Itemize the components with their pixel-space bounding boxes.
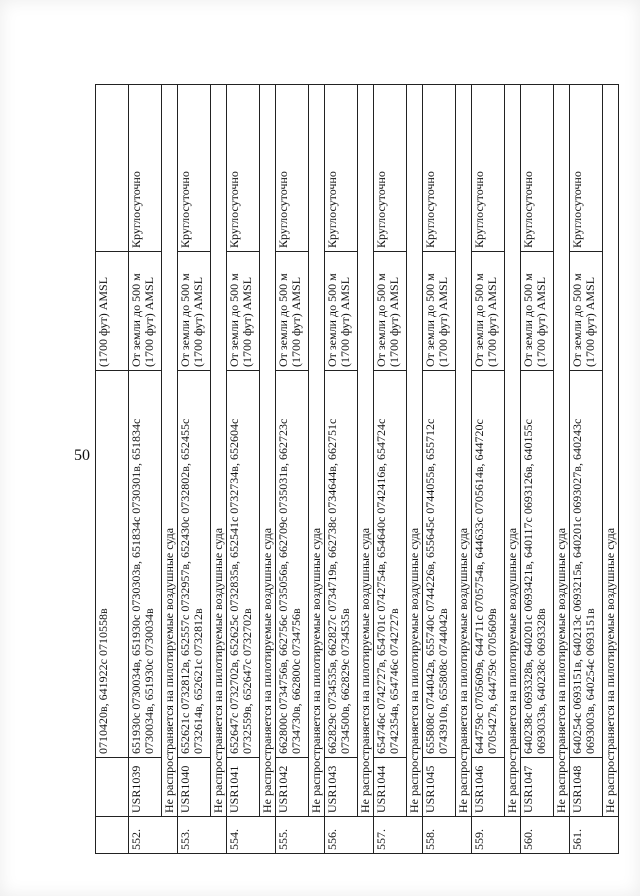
zone-coordinates <box>227 371 260 758</box>
note-row <box>554 85 570 854</box>
zone-altitude <box>227 252 260 371</box>
zone-note: Не распространяется на пилотируемые воздушные суда <box>456 85 472 817</box>
zone-time: Круглосуточно <box>227 85 260 252</box>
zone-altitude <box>521 252 554 371</box>
row-number: 558. <box>423 817 472 854</box>
altitude-line: (1700 фут) AMSL <box>534 276 548 367</box>
zone-altitude <box>325 252 358 371</box>
restricted-areas-table-rotated <box>95 84 617 854</box>
table-row <box>570 85 603 854</box>
altitude-line: (1700 фут) AMSL <box>142 276 156 367</box>
zone-altitude <box>374 252 407 371</box>
zone-note: Не распространяется на пилотируемые воздушные суда <box>211 85 227 817</box>
zone-altitude <box>178 252 211 371</box>
altitude-line: (1700 фут) AMSL <box>485 276 499 367</box>
coordinate-line: 640254с 0693151в, 640213с 0693215в, 640201с 0693027в, 640243с <box>570 418 584 754</box>
altitude-line: От земли до 500 м <box>325 273 339 367</box>
zone-id: USR1040 <box>178 758 211 817</box>
zone-time: Круглосуточно <box>570 85 603 252</box>
zone-altitude <box>570 252 603 371</box>
page-number: 50 <box>74 447 90 464</box>
restricted-areas-table <box>95 84 619 854</box>
zone-id: USR1047 <box>521 758 554 817</box>
table-row <box>423 85 456 854</box>
altitude-line: От земли до 500 м <box>472 273 486 367</box>
altitude-line: От земли до 500 м <box>521 273 535 367</box>
table-row <box>374 85 407 854</box>
zone-time: Круглосуточно <box>178 85 211 252</box>
zone-note: Не распространяется на пилотируемые воздушные суда <box>603 85 619 817</box>
row-number: 553. <box>178 817 227 854</box>
row-number: 557. <box>374 817 423 854</box>
coordinate-line: 662829с 0734535в, 662827с 0734719в, 662738с 0734644в, 662751с <box>325 418 339 754</box>
zone-time: Круглосуточно <box>374 85 407 252</box>
zone-time: Круглосуточно <box>129 85 162 252</box>
zone-coordinates <box>521 371 554 758</box>
zone-coordinates <box>178 371 211 758</box>
altitude-line: От земли до 500 м <box>570 273 584 367</box>
coordinate-line: 0742354в, 654746с 0742727в <box>387 608 401 754</box>
coordinate-line: 0732559в, 652647с 0732702в <box>240 608 254 754</box>
zone-note: Не распространяется на пилотируемые воздушные суда <box>554 85 570 817</box>
zone-altitude <box>423 252 456 371</box>
zone-id <box>96 758 129 817</box>
altitude-line: От земли до 500 м <box>374 273 388 367</box>
zone-id: USR1041 <box>227 758 260 817</box>
altitude-line: (1700 фут) AMSL <box>240 276 254 367</box>
coordinate-line: 652647с 0732702в, 652625с 0732835в, 652541с 0732734в, 652604с <box>227 418 241 754</box>
zone-id: USR1042 <box>276 758 309 817</box>
altitude-line: От земли до 500 м <box>423 273 437 367</box>
note-row <box>309 85 325 854</box>
row-number: 554. <box>227 817 276 854</box>
note-row <box>407 85 423 854</box>
zone-coordinates <box>374 371 407 758</box>
zone-altitude <box>276 252 309 371</box>
zone-time: Круглосуточно <box>325 85 358 252</box>
coordinate-line: 652621с 0732812в, 652557с 0732957в, 652430с 0732802в, 652455с <box>178 418 192 754</box>
zone-coordinates <box>325 371 358 758</box>
coordinate-line: 0693033в, 640238с 0693328в <box>534 608 548 754</box>
note-row <box>505 85 521 854</box>
zone-id: USR1044 <box>374 758 407 817</box>
zone-time: Круглосуточно <box>521 85 554 252</box>
zone-id: USR1048 <box>570 758 603 817</box>
altitude-line: (1700 фут) AMSL <box>289 276 303 367</box>
table-row <box>276 85 309 854</box>
zone-time: Круглосуточно <box>276 85 309 252</box>
table-row <box>178 85 211 854</box>
altitude-line: От земли до 500 м <box>276 273 290 367</box>
coordinate-line: 662800с 0734756в, 662756с 0735056в, 662709с 0735031в, 662723с <box>276 418 290 754</box>
note-row <box>162 85 178 854</box>
zone-time <box>96 85 129 252</box>
zone-altitude: (1700 фут) AMSL <box>96 252 129 371</box>
zone-coordinates <box>129 371 162 758</box>
table-row <box>521 85 554 854</box>
zone-altitude <box>129 252 162 371</box>
coordinate-line: 0705427в, 644759с 0705609в <box>485 608 499 754</box>
coordinate-line: 640238с 0693328в, 640201с 0693421в, 640117с 0693126в, 640155с <box>521 419 535 754</box>
coordinate-line: 651930с 0730034в, 651930с 0730303в, 651834с 0730301в, 651834с <box>129 418 143 754</box>
zone-coordinates <box>472 371 505 758</box>
zone-note: Не распространяется на пилотируемые воздушные суда <box>162 85 178 817</box>
altitude-line: От земли до 500 м <box>178 273 192 367</box>
zone-id: USR1046 <box>472 758 505 817</box>
altitude-line: От земли до 500 м <box>227 273 241 367</box>
row-number: 560. <box>521 817 570 854</box>
zone-coordinates <box>276 371 309 758</box>
altitude-line: От земли до 500 м <box>129 273 143 367</box>
altitude-line: (1700 фут) AMSL <box>338 276 352 367</box>
zone-id: USR1045 <box>423 758 456 817</box>
zone-note: Не распространяется на пилотируемые воздушные суда <box>309 85 325 817</box>
table-row <box>129 85 162 854</box>
coordinate-line: 0693003в, 640254с 0693151в <box>583 608 597 754</box>
row-number: 559. <box>472 817 521 854</box>
zone-time: Круглосуточно <box>423 85 456 252</box>
row-number: 556. <box>325 817 374 854</box>
coordinate-line: 0730034в, 651930с 0730034в <box>142 608 156 754</box>
table-row-continuation <box>96 85 129 854</box>
zone-id: USR1043 <box>325 758 358 817</box>
zone-time: Круглосуточно <box>472 85 505 252</box>
coordinate-line: 0734500в, 662829с 0734535в <box>338 608 352 754</box>
row-number <box>96 817 129 854</box>
zone-note: Не распространяется на пилотируемые воздушные суда <box>358 85 374 817</box>
zone-note: Не распространяется на пилотируемые воздушные суда <box>505 85 521 817</box>
row-number: 552. <box>129 817 178 854</box>
note-row <box>211 85 227 854</box>
zone-note: Не распространяется на пилотируемые воздушные суда <box>407 85 423 817</box>
note-row <box>603 85 619 854</box>
row-number: 561. <box>570 817 619 854</box>
table-row <box>325 85 358 854</box>
zone-altitude <box>472 252 505 371</box>
coordinate-line: 655808с 0744042в, 655740с 0744226в, 655645с 0744055в, 655712с <box>423 418 437 754</box>
altitude-line: (1700 фут) AMSL <box>436 276 450 367</box>
zone-id: USR1039 <box>129 758 162 817</box>
coordinate-line: 654746с 0742727в, 654701с 0742754в, 654640с 0742416в, 654724с <box>374 418 388 754</box>
coordinate-line: 0732614в, 652621с 0732812в <box>191 608 205 754</box>
zone-coordinates <box>570 371 603 758</box>
zone-coordinates: 0710420в, 641922с 0710558в <box>96 371 129 758</box>
coordinate-line: 0743910в, 655808с 0744042в <box>436 608 450 754</box>
zone-coordinates <box>423 371 456 758</box>
altitude-line: (1700 фут) AMSL <box>583 276 597 367</box>
coordinate-line: 644759с 0705609в, 644711с 0705754в, 644633с 0705614в, 644720с <box>472 419 486 754</box>
altitude-line: (1700 фут) AMSL <box>191 276 205 367</box>
table-row <box>227 85 260 854</box>
note-row <box>358 85 374 854</box>
zone-note: Не распространяется на пилотируемые воздушные суда <box>260 85 276 817</box>
note-row <box>260 85 276 854</box>
table-row <box>472 85 505 854</box>
row-number: 555. <box>276 817 325 854</box>
altitude-line: (1700 фут) AMSL <box>387 276 401 367</box>
note-row <box>456 85 472 854</box>
coordinate-line: 0734730в, 662800с 0734756в <box>289 608 303 754</box>
